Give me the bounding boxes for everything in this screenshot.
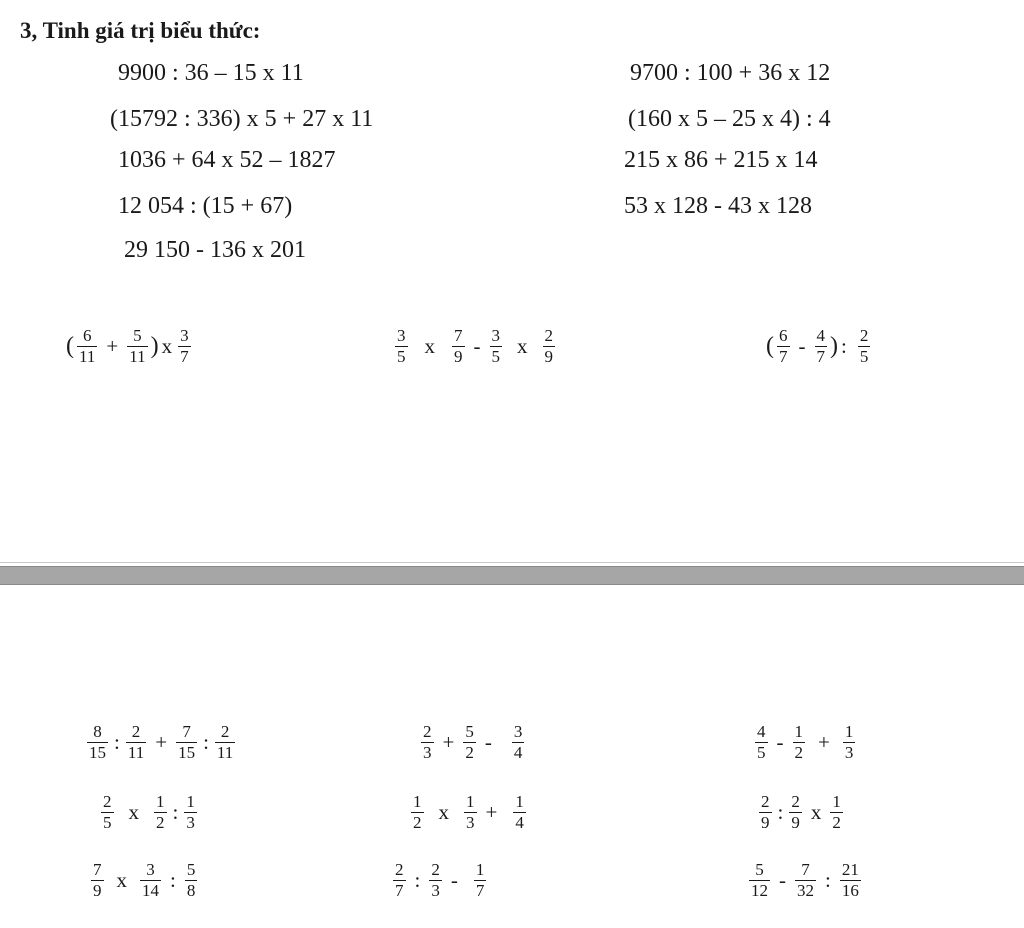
numerator: 6 — [779, 326, 788, 345]
denominator: 2 — [413, 813, 422, 832]
fraction — [858, 326, 871, 367]
operator: x — [424, 334, 435, 358]
operator: - — [450, 868, 458, 892]
numerator: 1 — [156, 792, 165, 811]
open-paren: ( — [766, 333, 774, 359]
fraction-expression-mid-1 — [66, 326, 194, 367]
open-paren: ( — [66, 333, 74, 359]
fraction — [789, 792, 802, 833]
operator: x — [116, 868, 127, 892]
fraction — [749, 860, 770, 901]
denominator: 16 — [841, 881, 859, 900]
numerator: 1 — [475, 860, 485, 879]
expression-left-3: 1036 + 64 x 52 – 1827 — [118, 147, 336, 173]
numerator: 7 — [93, 860, 102, 879]
denominator: 7 — [816, 347, 825, 366]
numerator: 2 — [215, 722, 235, 743]
fraction-expression-mid-3 — [766, 326, 873, 367]
numerator: 1 — [794, 722, 803, 741]
operator: : — [841, 334, 847, 358]
denominator: 7 — [180, 347, 189, 366]
operator: : — [172, 800, 179, 824]
expression-left-2: (15792 : 336) x 5 + 27 x 11 — [110, 106, 374, 132]
exercise-title: 3, Tinh giá trị biểu thức: — [20, 18, 261, 43]
numerator: 7 — [454, 326, 463, 345]
denominator: 5 — [757, 743, 766, 762]
fraction — [178, 326, 191, 367]
numerator: 2 — [395, 860, 404, 879]
expression-right-4: 53 x 128 - 43 x 128 — [624, 193, 812, 219]
operator: x — [810, 800, 822, 824]
fraction-expression-r1c3 — [752, 722, 858, 763]
numerator: 1 — [186, 792, 195, 811]
denominator: 9 — [791, 813, 800, 832]
denominator: 9 — [761, 813, 770, 832]
numerator: 3 — [180, 326, 189, 345]
fraction-expression-r2c3 — [756, 792, 846, 833]
fraction — [759, 792, 772, 833]
denominator: 11 — [79, 347, 96, 366]
fraction — [429, 860, 442, 901]
fraction-expression-r3c2 — [390, 860, 489, 901]
operator: x — [161, 334, 173, 358]
numerator: 3 — [513, 722, 523, 741]
numerator: 2 — [761, 792, 770, 811]
denominator: 3 — [423, 743, 432, 762]
numerator: 21 — [841, 860, 859, 879]
operator: - — [484, 730, 492, 754]
operator: + — [442, 730, 455, 754]
denominator: 9 — [544, 347, 553, 366]
separator-shadow — [0, 562, 1024, 563]
denominator: 2 — [832, 813, 841, 832]
numerator: 6 — [77, 326, 97, 347]
operator: : — [414, 868, 421, 892]
fraction — [140, 860, 161, 901]
operator: : — [170, 868, 176, 892]
numerator: 8 — [87, 722, 108, 743]
numerator: 5 — [749, 860, 770, 881]
fraction — [395, 326, 408, 367]
fraction — [512, 722, 525, 763]
fraction — [474, 860, 487, 901]
fraction — [464, 792, 477, 833]
numerator: 1 — [844, 722, 854, 741]
fraction-expression-r3c1 — [88, 860, 200, 901]
operator: - — [798, 334, 806, 358]
denominator: 11 — [129, 347, 146, 366]
denominator: 14 — [142, 881, 159, 900]
denominator: 5 — [103, 813, 112, 832]
operator: - — [473, 334, 481, 358]
fraction — [87, 722, 108, 763]
operator: x — [517, 334, 528, 358]
fraction — [777, 326, 790, 367]
numerator: 3 — [491, 326, 500, 345]
fraction — [91, 860, 104, 901]
fraction-expression-mid-2 — [392, 326, 558, 367]
close-paren: ) — [830, 333, 838, 359]
denominator: 2 — [794, 743, 803, 762]
numerator: 2 — [103, 792, 112, 811]
denominator: 4 — [515, 813, 524, 832]
denominator: 15 — [89, 743, 106, 762]
denominator: 3 — [186, 813, 195, 832]
denominator: 7 — [475, 881, 485, 900]
fraction — [463, 722, 476, 763]
section-separator — [0, 566, 1024, 585]
operator: - — [779, 868, 786, 892]
numerator: 1 — [832, 792, 841, 811]
fraction — [421, 722, 434, 763]
fraction-expression-r2c2 — [408, 792, 529, 833]
denominator: 7 — [395, 881, 404, 900]
denominator: 9 — [93, 881, 102, 900]
numerator: 5 — [127, 326, 147, 347]
expression-left-4: 12 054 : (15 + 67) — [118, 193, 293, 219]
denominator: 32 — [797, 881, 814, 900]
fraction-expression-r3c3 — [746, 860, 864, 901]
expression-left-1: 9900 : 36 – 15 x 11 — [118, 60, 304, 86]
numerator: 2 — [544, 326, 553, 345]
operator: : — [114, 730, 120, 754]
denominator: 5 — [859, 347, 869, 366]
numerator: 4 — [816, 326, 825, 345]
denominator: 5 — [491, 347, 500, 366]
numerator: 1 — [413, 792, 422, 811]
operator: + — [155, 730, 168, 754]
operator: : — [825, 868, 831, 892]
denominator: 3 — [844, 743, 854, 762]
numerator: 7 — [176, 722, 197, 743]
operator: x — [438, 800, 449, 824]
denominator: 11 — [216, 743, 234, 762]
fraction — [843, 722, 856, 763]
denominator: 3 — [431, 881, 440, 900]
fraction — [840, 860, 861, 901]
operator: - — [776, 730, 784, 754]
operator: + — [485, 800, 498, 824]
numerator: 5 — [186, 860, 196, 879]
numerator: 7 — [795, 860, 816, 881]
fraction — [543, 326, 556, 367]
fraction — [154, 792, 167, 833]
fraction — [393, 860, 406, 901]
fraction — [127, 326, 147, 367]
operator: : — [203, 730, 209, 754]
numerator: 5 — [465, 722, 474, 741]
fraction — [101, 792, 114, 833]
denominator: 11 — [127, 743, 145, 762]
numerator: 2 — [791, 792, 800, 811]
denominator: 9 — [454, 347, 463, 366]
fraction — [513, 792, 526, 833]
denominator: 2 — [156, 813, 165, 832]
denominator: 2 — [465, 743, 474, 762]
fraction — [793, 722, 806, 763]
denominator: 8 — [186, 881, 196, 900]
numerator: 2 — [859, 326, 869, 345]
fraction-expression-r1c1 — [84, 722, 238, 763]
operator: + — [818, 730, 830, 754]
numerator: 4 — [757, 722, 766, 741]
close-paren: ) — [150, 333, 159, 359]
fraction — [215, 722, 235, 763]
operator: : — [777, 800, 784, 824]
fraction — [77, 326, 97, 367]
fraction — [411, 792, 424, 833]
expression-right-3: 215 x 86 + 215 x 14 — [624, 147, 818, 173]
fraction — [490, 326, 503, 367]
fraction — [184, 792, 197, 833]
denominator: 15 — [178, 743, 196, 762]
fraction — [830, 792, 843, 833]
numerator: 1 — [515, 792, 524, 811]
denominator: 4 — [513, 743, 523, 762]
fraction — [452, 326, 465, 367]
fraction — [185, 860, 198, 901]
fraction-expression-r2c1 — [98, 792, 200, 833]
denominator: 7 — [779, 347, 788, 366]
denominator: 12 — [751, 881, 768, 900]
numerator: 2 — [431, 860, 440, 879]
numerator: 3 — [397, 326, 406, 345]
numerator: 1 — [466, 792, 475, 811]
fraction — [795, 860, 816, 901]
fraction — [126, 722, 146, 763]
operator: x — [128, 800, 139, 824]
denominator: 3 — [466, 813, 475, 832]
denominator: 5 — [397, 347, 406, 366]
fraction — [815, 326, 828, 367]
operator: + — [106, 334, 119, 358]
numerator: 2 — [126, 722, 146, 743]
numerator: 3 — [140, 860, 161, 881]
expression-left-5: 29 150 - 136 x 201 — [124, 237, 306, 263]
fraction-expression-r1c2 — [418, 722, 527, 763]
expression-right-2: (160 x 5 – 25 x 4) : 4 — [628, 106, 831, 132]
expression-right-1: 9700 : 100 + 36 x 12 — [630, 60, 831, 86]
numerator: 2 — [423, 722, 432, 741]
fraction — [176, 722, 197, 763]
fraction — [755, 722, 768, 763]
